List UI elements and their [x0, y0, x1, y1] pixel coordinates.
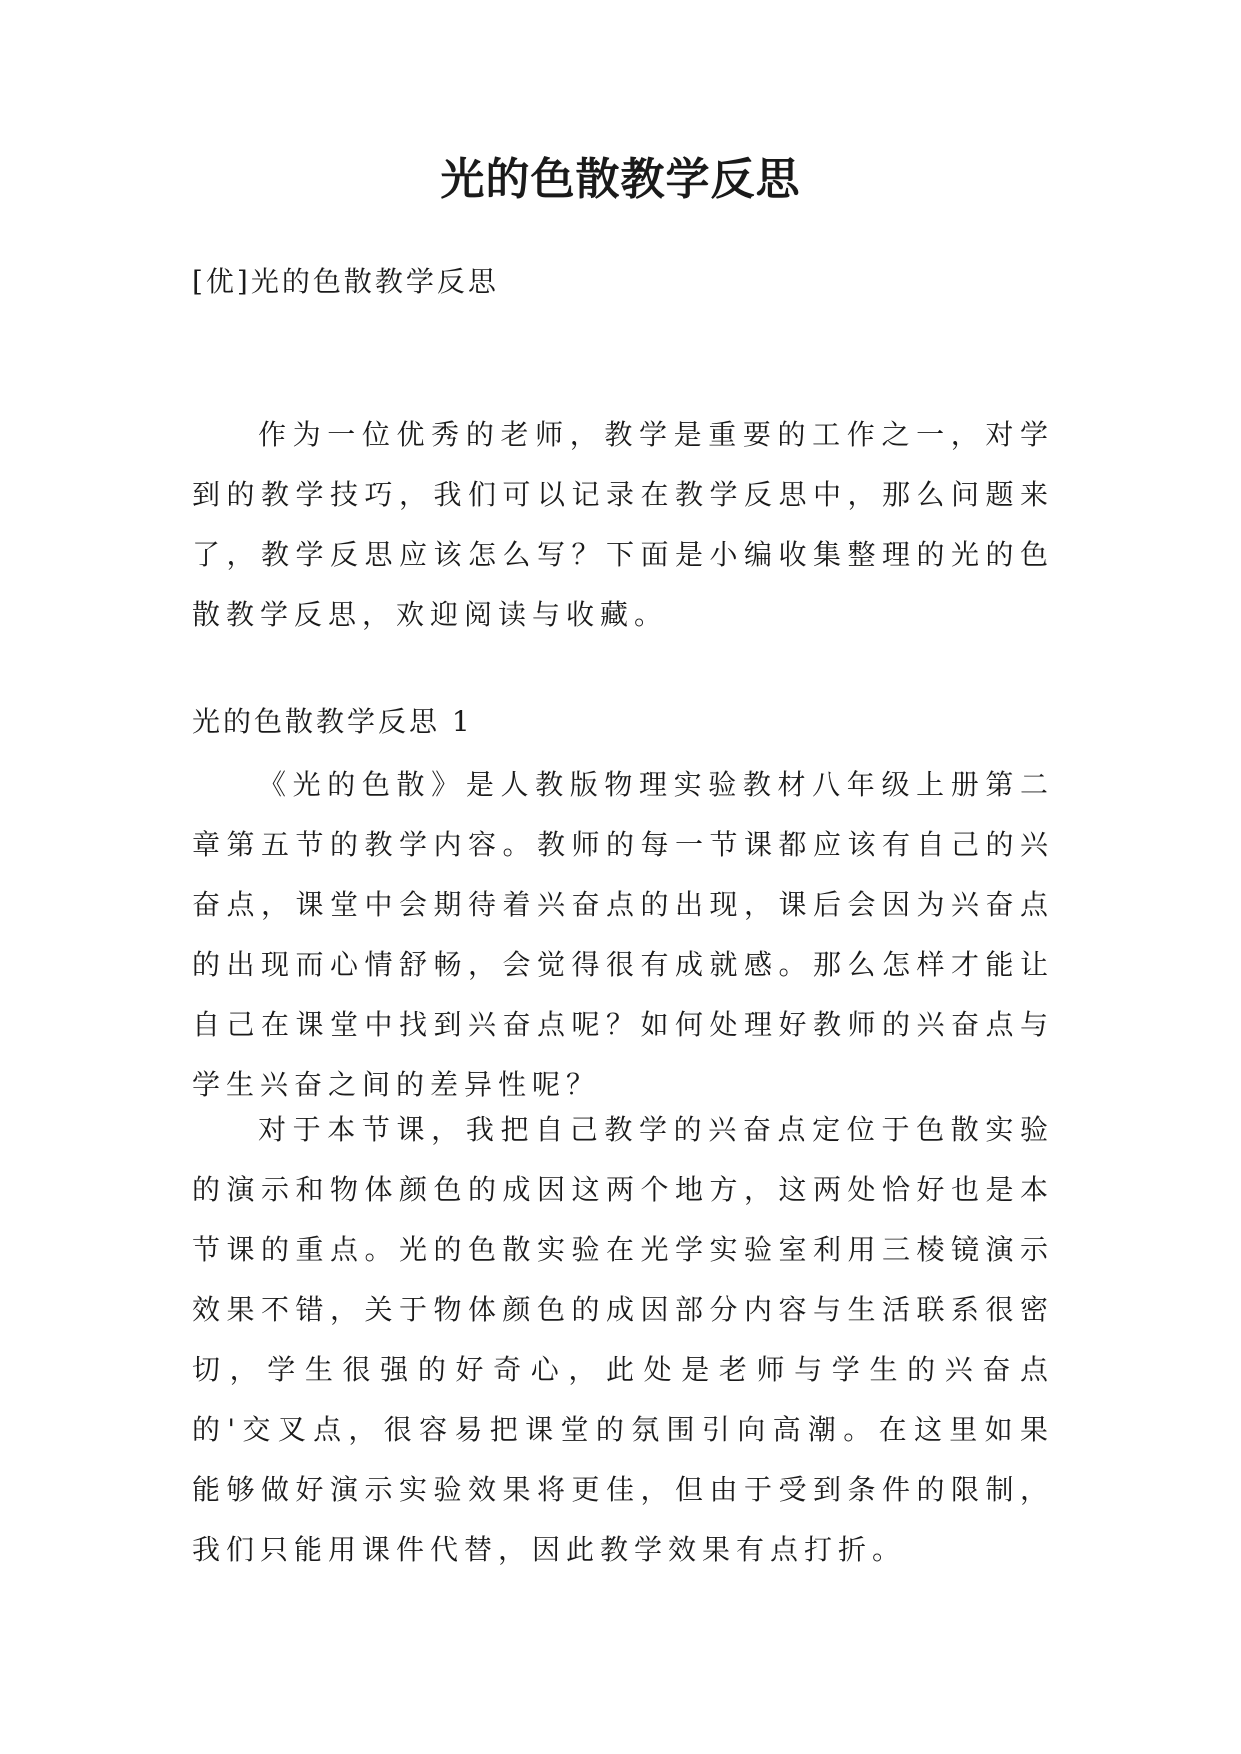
section-heading: 光的色散教学反思 1 [192, 705, 473, 738]
document-title: 光的色散教学反思 [440, 154, 801, 205]
document-subtitle: [优]光的色散教学反思 [192, 265, 499, 298]
body-paragraph-1: 《光的色散》是人教版物理实验教材八年级上册第二章第五节的教学内容。教师的每一节课都应该有自己的兴奋点，课堂中会期待着兴奋点的出现，课后会因为兴奋点的出现而心情舒畅，会觉得很有成就感。那么怎样才能让自己在课堂中找到兴奋点呢？如何处理好教师的兴奋点与学生兴奋之间的差异性呢？ [192, 768, 1054, 1101]
intro-paragraph: 作为一位优秀的老师，教学是重要的工作之一，对学到的教学技巧，我们可以记录在教学反思中，那么问题来了，教学反思应该怎么写？下面是小编收集整理的光的色散教学反思，欢迎阅读与收藏。 [192, 418, 1054, 631]
body-paragraph-2: 对于本节课，我把自己教学的兴奋点定位于色散实验的演示和物体颜色的成因这两个地方，这两处恰好也是本节课的重点。光的色散实验在光学实验室利用三棱镜演示效果不错，关于物体颜色的成因部分内容与生活联系很密切，学生很强的好奇心，此处是老师与学生的兴奋点的'交叉点，很容易把课堂的氛围引向高潮。在这里如果能够做好演示实验效果将更佳，但由于受到条件的限制，我们只能用课件代替，因此教学效果有点打折。 [192, 1113, 1054, 1566]
